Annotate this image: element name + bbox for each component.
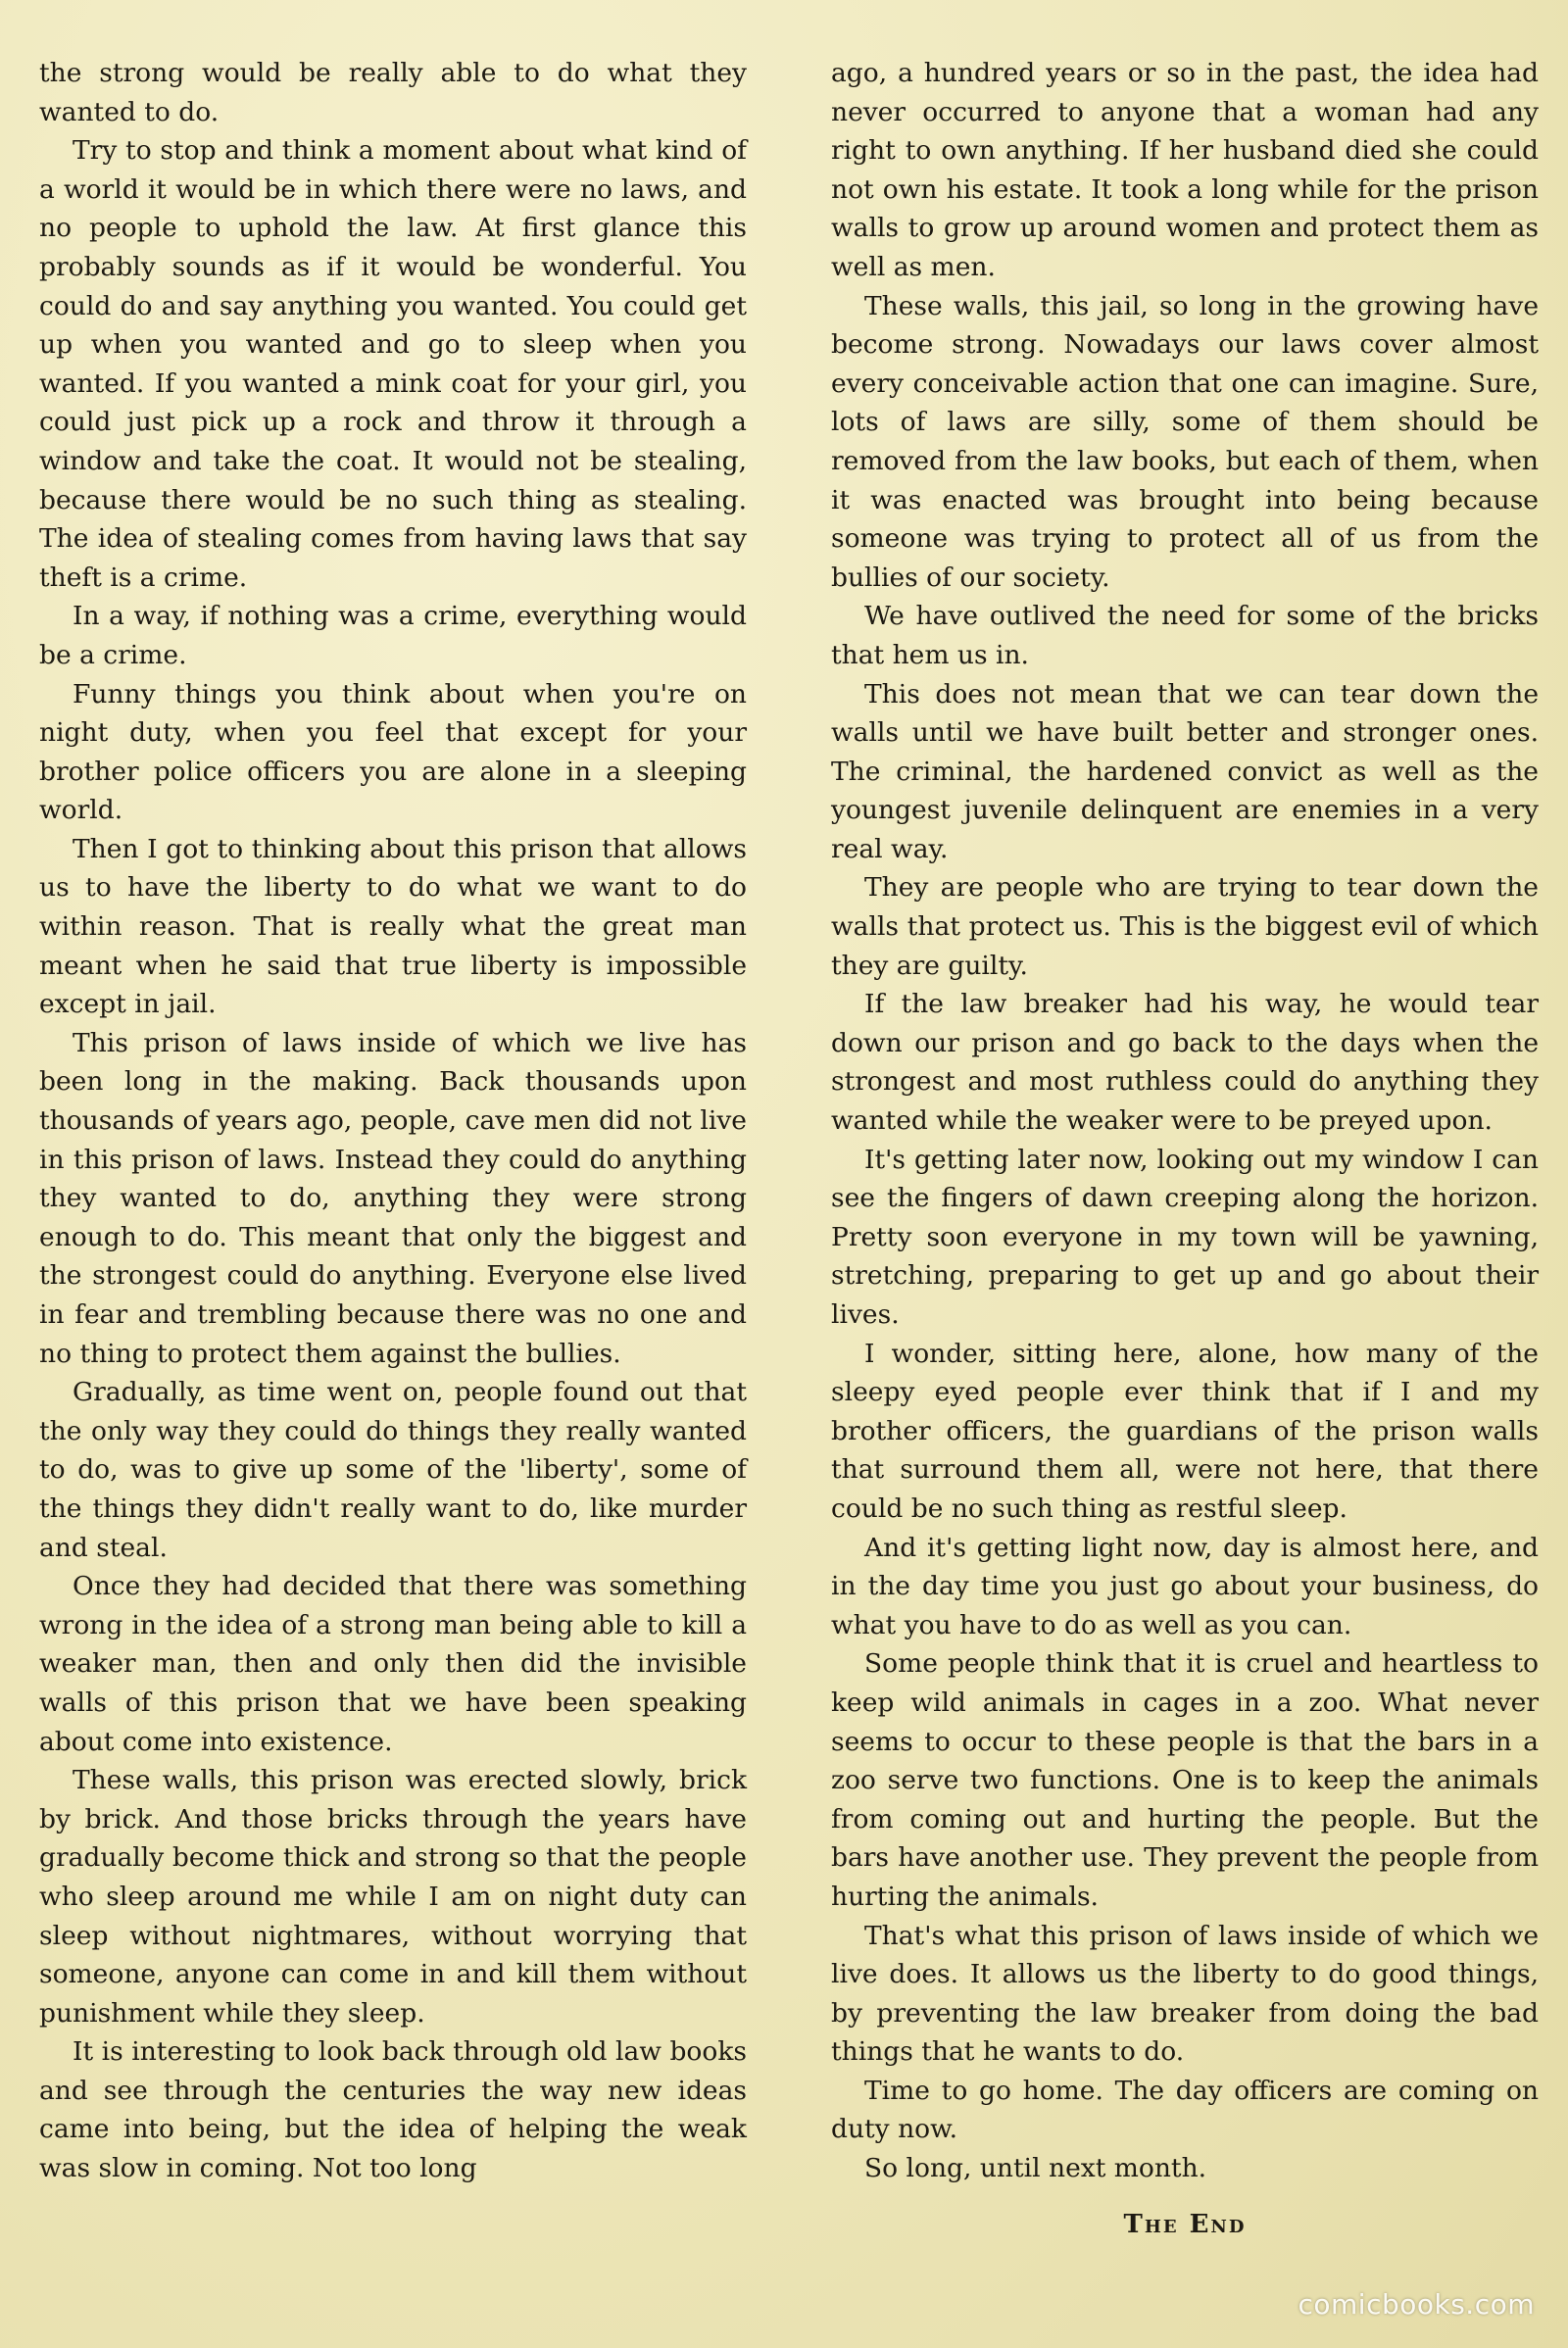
- paragraph: Funny things you think about when you're on night duty, when you feel that except for your brother police officers you are alone in a sleeping world.: [39, 678, 747, 826]
- paragraph: These walls, this jail, so long in the growing have become strong. Nowadays our laws cover almost every conceivable action that one can imagine. Sure, lots of laws are silly, some of them should be removed from the law books, but each of them, when it was enacted was brought into being because someone was trying to protect all of us from the bullies of our society.: [831, 290, 1539, 593]
- paragraph: We have outlived the need for some of the bricks that hem us in.: [831, 601, 1539, 670]
- paragraph: Some people think that it is cruel and heartless to keep wild animals in cages in a zoo. What never seems to occur to these people is that the bars in a zoo serve two functions. One is to keep the animals from coming out and hurting the people. But the bars have another use. They prevent the people from hurting the animals.: [831, 1648, 1539, 1912]
- paragraph: These walls, this prison was erected slowly, brick by brick. And those bricks through the years have gradually become thick and strong so that the people who sleep around me while I am on night duty can sleep without nightmares, without worrying that someone, anyone can come in and kill them without punishment while they sleep.: [39, 1765, 747, 2029]
- paragraph: It is interesting to look back through old law books and see through the centuries the way new ideas came into being, but the idea of helping the weak was slow in coming. Not too long: [39, 2036, 747, 2184]
- right-column: [831, 54, 1539, 2308]
- paragraph: This prison of laws inside of which we live has been long in the making. Back thousands upon thousands of years ago, people, cave men did not live in this prison of laws. Instead they could do anything they wanted to do, anything they were strong enough to do. This meant that only the biggest and the strongest could do anything. Everyone else lived in fear and trembling because there was no one and no thing to protect them against the bullies.: [39, 1027, 747, 1369]
- paragraph: They are people who are trying to tear down the walls that protect us. This is the biggest evil of which they are guilty.: [831, 872, 1539, 981]
- paragraph: It's getting later now, looking out my window I can see the fingers of dawn creeping along the horizon. Pretty soon everyone in my town will be yawning, stretching, preparing to get up and go about their lives.: [831, 1144, 1539, 1330]
- watermark: comicbooks.com: [1298, 2288, 1535, 2321]
- paragraph: In a way, if nothing was a crime, everything would be a crime.: [39, 601, 747, 670]
- paragraph: Time to go home. The day officers are coming on duty now.: [831, 2075, 1539, 2145]
- paragraph: If the law breaker had his way, he would tear down our prison and go back to the days when the strongest and most ruthless could do anything they wanted while the weaker were to be preyed upon.: [831, 989, 1539, 1137]
- paragraph: Once they had decided that there was something wrong in the idea of a strong man being able to kill a weaker man, then and only then did the invisible walls of this prison that we have been speaking about come into existence.: [39, 1571, 747, 1757]
- paragraph: So long, until next month.: [864, 2153, 1207, 2184]
- paragraph: And it's getting light now, day is almost here, and in the day time you just go about your business, do what you have to do as well as you can.: [831, 1532, 1539, 1640]
- left-column: [39, 54, 747, 2308]
- the-end-label: The End: [1123, 2209, 1247, 2239]
- paragraph: This does not mean that we can tear down the walls until we have built better and stronger ones. The criminal, the hardened convict as well as the youngest juvenile delinquent are enemies in a very real way.: [831, 678, 1539, 864]
- paragraph: Gradually, as time went on, people found out that the only way they could do things they really wanted to do, was to give up some of the 'liberty', some of the things they didn't really want to do, like murder and steal.: [39, 1377, 747, 1563]
- paragraph: That's what this prison of laws inside of which we live does. It allows us the liberty to do good things, by preventing the law breaker from doing the bad things that he wants to do.: [831, 1920, 1539, 2068]
- paragraph: Try to stop and think a moment about what kind of a world it would be in which there were no laws, and no people to uphold the law. At first glance this probably sounds as if it would be wonderful. You could do and say anything you wanted. You could get up when you wanted and go to sleep when you wanted. If you wanted a mink coat for your girl, you could just pick up a rock and throw it through a window and take the coat. It would not be stealing, because there would be no such thing as stealing. The idea of stealing comes from having laws that say theft is a crime.: [39, 135, 747, 593]
- paragraph: the strong would be really able to do what they wanted to do.: [39, 58, 747, 127]
- paragraph: Then I got to thinking about this prison that allows us to have the liberty to do what we want to do within reason. That is really what the great man meant when he said that true liberty is impossible except in jail.: [39, 833, 747, 1020]
- page: [39, 54, 1539, 2308]
- paragraph: ago, a hundred years or so in the past, the idea had never occurred to anyone that a woman had any right to own anything. If her husband died she could not own his estate. It took a long while for the prison walls to grow up around women and protect them as well as men.: [831, 58, 1539, 282]
- paragraph: I wonder, sitting here, alone, how many of the sleepy eyed people ever think that if I and my brother officers, the guardians of the prison walls that surround them all, were not here, that there could be no such thing as restful sleep.: [831, 1338, 1539, 1524]
